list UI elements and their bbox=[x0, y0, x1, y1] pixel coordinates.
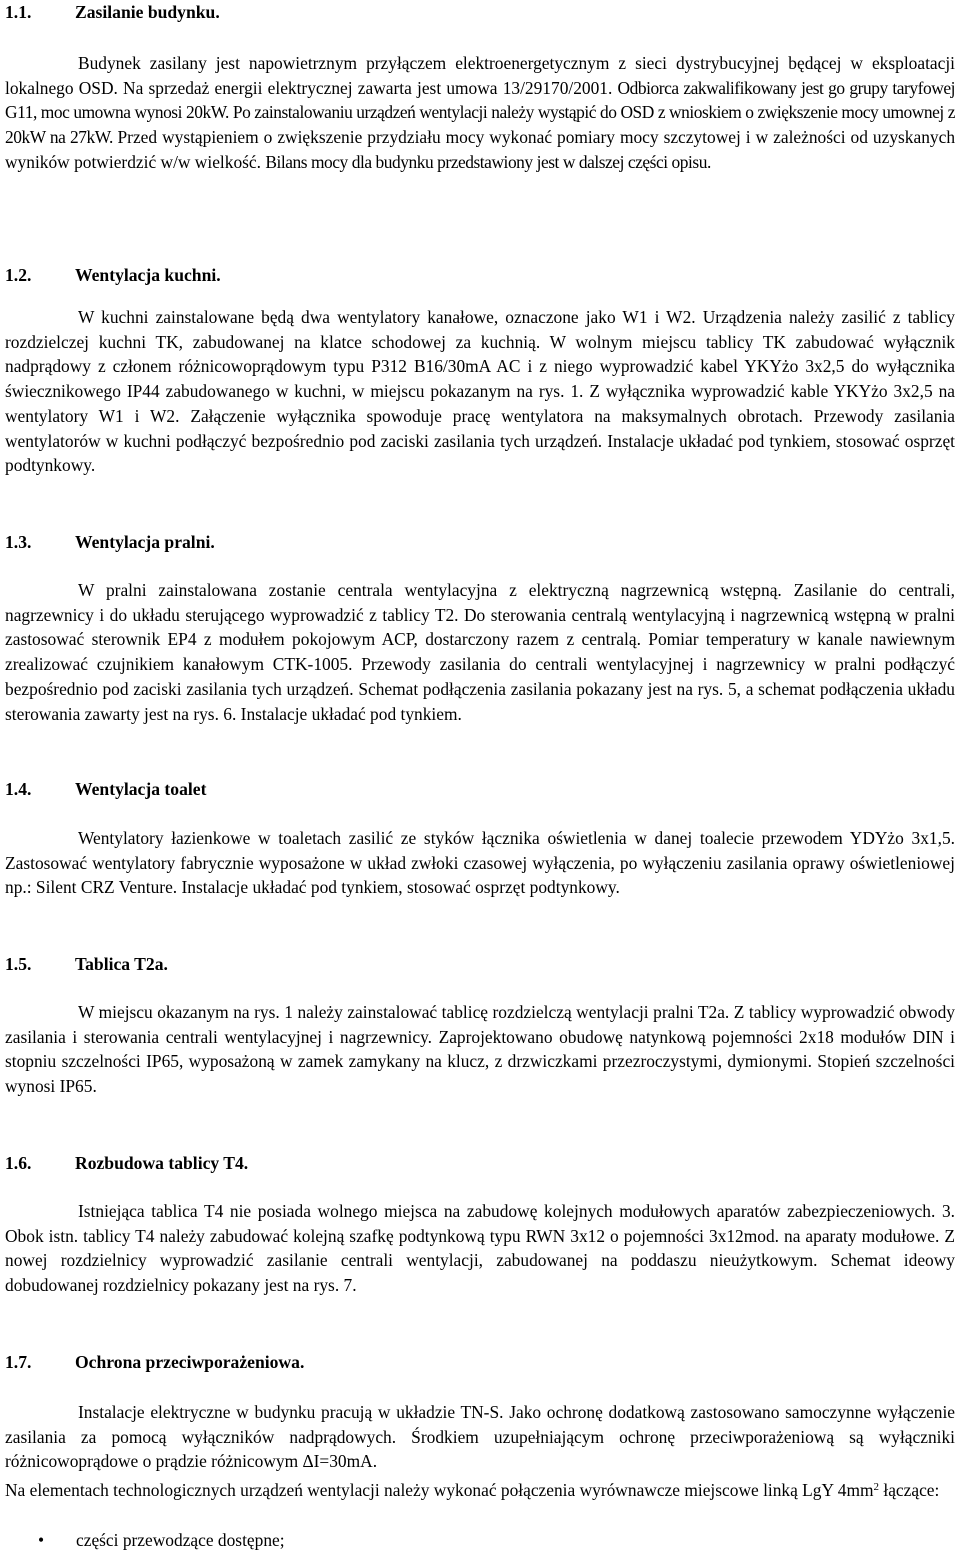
section-title: Tablica T2a. bbox=[75, 954, 168, 974]
section-title: Wentylacja pralni. bbox=[75, 532, 215, 552]
section-1-6-paragraph: Istniejąca tablica T4 nie posiada wolnego miejsca na zabudowę kolejnych modułowych aparatów zabezpieczeniowych. 3. Obok istn. tablicy T4 należy zabudować kolejną szafkę podtynkową typu RWN 3x12 o pojemności 3x12mod. na aparaty modułowe. Z nowej rozdzielnicy wyprowadzić zasilanie centrali wentylacji, zabudowanej na poddaszu nieużytkowym. Schemat ideowy dobudowanej rozdzielnicy pokazany jest na rys. 7. bbox=[5, 1201, 955, 1296]
section-title: Zasilanie budynku. bbox=[75, 2, 220, 22]
text-segment: Przed wystąpieniem o zwiększenie przydziału mocy wykonać pomiary mocy szczytowej i w zależności od uzyskanych wyników potwierdzić w/w wielkość. bbox=[5, 127, 956, 172]
section-1-5-paragraph: W miejscu okazanym na rys. 1 należy zainstalować tablicę rozdzielczą wentylacji pralni T2a. Z tablicy wyprowadzić obwody zasilania i sterowania centrali wentylacyjnej i nagrzewnicy. Zaprojektowano obudowę natynkową pojemności 2x18 modułów DIN i stopniu szczelności IP65, wyposażoną w zamek zamykany na klucz, z drzwiczkami przezroczystymi, dymionymi. Stopień szczelności wynosi IP65. bbox=[5, 1002, 955, 1097]
list-item bbox=[38, 1528, 285, 1552]
section-1-7-paragraph-2 bbox=[5, 1478, 955, 1503]
section-title: Rozbudowa tablicy T4. bbox=[75, 1153, 249, 1173]
section-title: Ochrona przeciwporażeniowa. bbox=[75, 1352, 305, 1372]
section-heading-1-5 bbox=[5, 952, 955, 976]
section-number: 1.1. bbox=[5, 2, 32, 22]
section-1-4-paragraph: Wentylatory łazienkowe w toaletach zasilić ze styków łącznika oświetlenia w danej toalecie przewodem YDYżo 3x1,5. Zastosować wentylatory fabrycznie wyposażone w układ zwłoki czasowej wyłączenia, po wyłączeniu zasilania oprawy oświetleniowej np.: Silent CRZ Venture. Instalacje układać pod tynkiem, stosować osprzęt podtynkowy. bbox=[5, 828, 955, 898]
text-segment: Na elementach technologicznych urządzeń wentylacji należy wykonać połączenia wyrównawcze miejscowe linką LgY 4mm bbox=[5, 1480, 874, 1500]
text-segment: Budynek zasilany jest napowietrznym przyłączem elektroenergetycznym z sieci dystrybucyjnej będącej w eksploatacji lokalnego OSD. Na sprzedaż energii elektrycznej zawarta jest umowa 13/29170/2001. bbox=[5, 53, 955, 98]
superscript: 2 bbox=[873, 1481, 880, 1493]
section-heading-1-2 bbox=[5, 263, 955, 287]
section-number: 1.4. bbox=[5, 779, 32, 799]
section-number: 1.6. bbox=[5, 1153, 32, 1173]
section-1-1-paragraph bbox=[5, 51, 955, 175]
section-heading-1-4 bbox=[5, 777, 955, 801]
list-item-text: części przewodzące dostępne; bbox=[76, 1530, 285, 1550]
section-heading-1-7 bbox=[5, 1350, 955, 1374]
section-heading-1-6 bbox=[5, 1151, 955, 1175]
bullet-icon: • bbox=[38, 1530, 45, 1550]
section-1-7-paragraph: Instalacje elektryczne w budynku pracują w układzie TN-S. Jako ochronę dodatkową zastosowano samoczynne wyłączenie zasilania za pomocą wyłączników nadprądowych. Środkiem uzupełniającym ochronę przeciwporażeniową są wyłączniki różnicowoprądowe o prądzie różnicowym ΔI=30mA. bbox=[5, 1402, 955, 1472]
text-segment: łączące: bbox=[879, 1480, 940, 1500]
text-segment: Bilans mocy dla budynku przedstawiony jest w dalszej części opisu. bbox=[265, 151, 711, 172]
section-title: Wentylacja toalet bbox=[75, 779, 207, 799]
section-1-3-paragraph: W pralni zainstalowana zostanie centrala wentylacyjna z elektryczną nagrzewnicą wstępną. Zasilanie do centrali, nagrzewnicy i do układu sterującego wyprowadzić z tablicy T2. Do sterowania centralą wentylacyjną i nagrzewnicą wstępną w pralni zastosować sterownik EP4 z modułem pokojowym ACP, dostarczony razem z centralą. Pomiar temperatury w kanale nawiewnym zrealizować czujnikiem kanałowym CTK-1005. Przewody zasilania do centrali wentylacyjnej i nagrzewnicy w pralni podłączyć bezpośrednio pod zaciski zasilania tych urządzeń. Schemat podłączenia zasilania pokazany jest na rys. 5, a schemat podłączenia układu sterowania zawarty jest na rys. 6. Instalacje układać pod tynkiem. bbox=[5, 580, 955, 724]
section-title: Wentylacja kuchni. bbox=[75, 265, 221, 285]
section-1-2-paragraph: W kuchni zainstalowane będą dwa wentylatory kanałowe, oznaczone jako W1 i W2. Urządzenia należy zasilić z tablicy rozdzielczej kuchni TK, zabudowanej na klatce schodowej za kuchnią. W wolnym miejscu tablicy TK zabudować wyłącznik nadprądowy z członem różnicowoprądowym typu P312 B16/30mA AC i z niego wyprowadzić kabel YKYżo 3x2,5 do wyłącznika świecznikowego IP44 zabudowanego w kuchni, w miejscu pokazanym na rys. 1. Z wyłącznika wyprowadzić kable YKYżo 3x2,5 na wentylatory W1 i W2. Załączenie wyłącznika spowoduje pracę wentylatora na maksymalnych obrotach. Przewody zasilania wentylatorów w kuchni podłączyć bezpośrednio pod zaciski zasilania tych urządzeń. Instalacje układać pod tynkiem, stosować osprzęt podtynkowy. bbox=[5, 307, 955, 476]
section-heading-1-1 bbox=[5, 0, 955, 24]
section-number: 1.7. bbox=[5, 1352, 32, 1372]
section-number: 1.3. bbox=[5, 532, 32, 552]
section-heading-1-3 bbox=[5, 530, 955, 554]
section-number: 1.2. bbox=[5, 265, 32, 285]
section-number: 1.5. bbox=[5, 954, 32, 974]
text-segment: Odbiorca zakwalifikowany jest go grupy taryfowej G11, moc umowna wynosi 20kW. Po zainstalowaniu urządzeń wentylacji należy wystąpić do OSD z wnioskiem o zwiększenie mocy umownej z 20kW na 27kW. bbox=[5, 77, 955, 148]
